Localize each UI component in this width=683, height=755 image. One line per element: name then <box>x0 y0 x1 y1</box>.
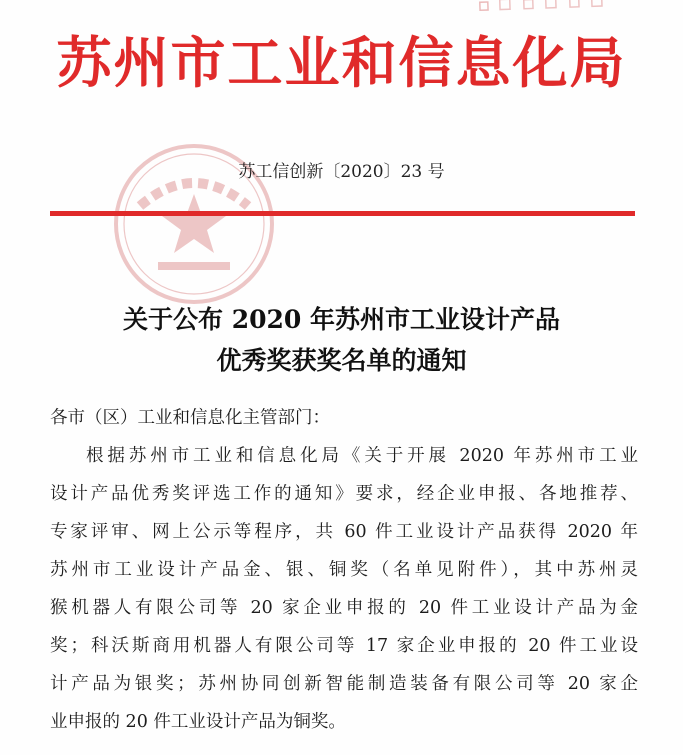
notice-title-line-1: 关于公布 2020 年苏州市工业设计产品 <box>123 305 560 334</box>
body-line-1: 根据苏州市工业和信息化局《关于开展 2020 年苏州市工业 <box>86 446 638 466</box>
body-line-2: 设计产品优秀奖评选工作的通知》要求，经企业申报、各地推荐、 <box>50 484 638 504</box>
notice-title-line-2: 优秀奖获奖名单的通知 <box>216 346 467 375</box>
body-line-8: 业申报的 20 件工业设计产品为铜奖。 <box>50 712 346 732</box>
body-line-5: 猴机器人有限公司等 20 家企业申报的 20 件工业设计产品为金 <box>50 598 638 618</box>
body-line-6: 奖；科沃斯商用机器人有限公司等 17 家企业申报的 20 件工业设 <box>50 636 638 656</box>
body-line-3: 专家评审、网上公示等程序，共 60 件工业设计产品获得 2020 年 <box>50 522 638 542</box>
document-number: 苏工信创新〔2020〕23 号 <box>238 162 445 182</box>
body-line-7: 计产品为银奖；苏州协同创新智能制造装备有限公司等 20 家企 <box>50 674 638 694</box>
salutation: 各市（区）工业和信息化主管部门： <box>50 408 330 428</box>
header-divider <box>50 211 635 216</box>
body-line-4: 苏州市工业设计产品金、银、铜奖（名单见附件），其中苏州灵 <box>50 560 638 580</box>
agency-title: 苏州市工业和信息化局 <box>56 31 627 95</box>
